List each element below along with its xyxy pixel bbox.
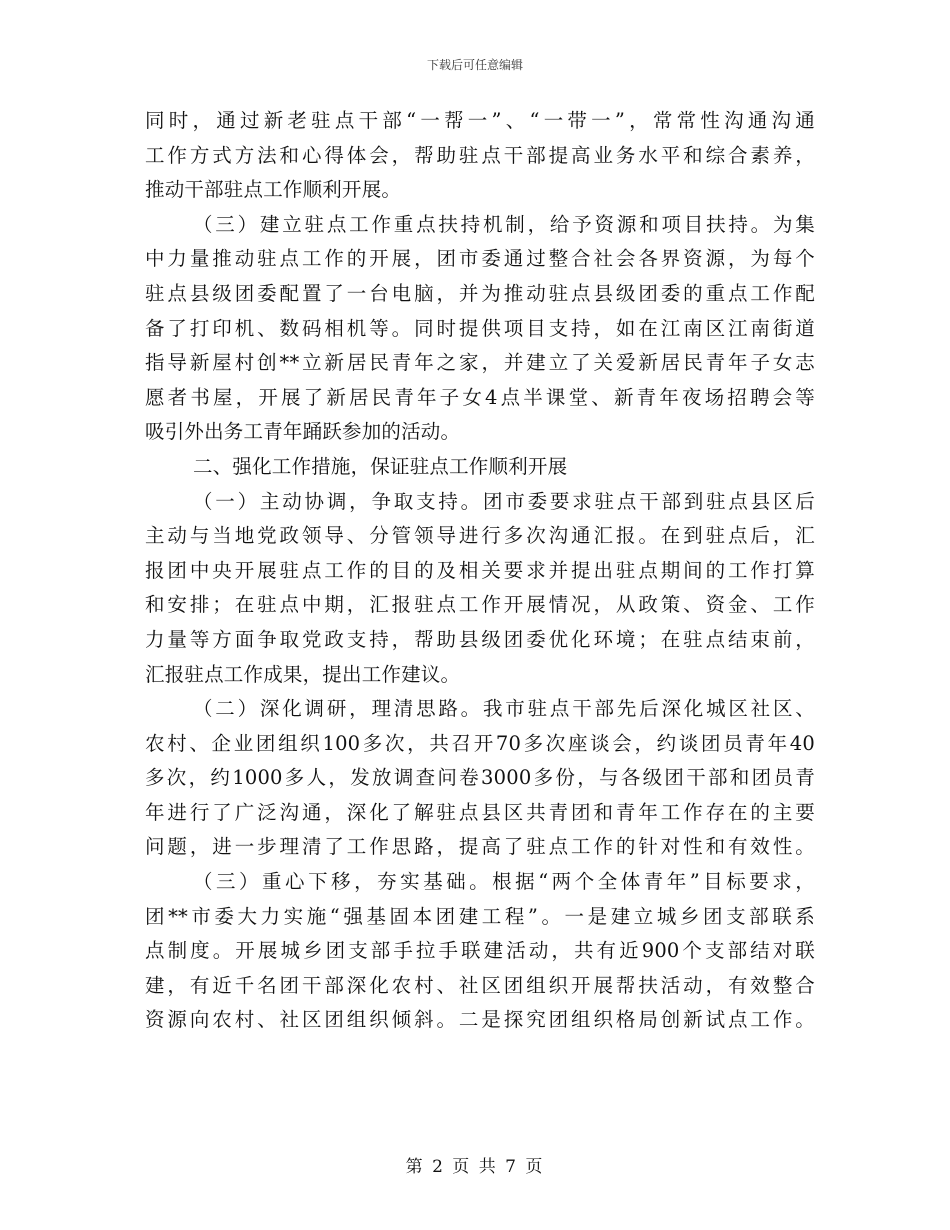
body-line: 汇报驻点工作成果，提出工作建议。 — [145, 662, 461, 686]
body-line: 工作方式方法和心得体会，帮助驻点干部提高业务水平和综合素养， — [145, 143, 815, 167]
body-line: 和安排；在驻点中期，汇报驻点工作开展情况，从政策、资金、工作 — [145, 593, 815, 617]
body-line: 多次，约1000多人，发放调查问卷3000多份，与各级团干部和团员青 — [145, 766, 815, 790]
body-line: 主动与当地党政领导、分管领导进行多次沟通汇报。在到驻点后，汇 — [145, 524, 815, 548]
body-line: 报团中央开展驻点工作的目的及相关要求并提出驻点期间的工作打算 — [145, 558, 815, 582]
document-body — [145, 104, 815, 1038]
body-line: 中力量推动驻点工作的开展，团市委通过整合社会各界资源，为每个 — [145, 247, 815, 271]
body-line: 吸引外出务工青年踊跃参加的活动。 — [145, 420, 461, 444]
body-line: 农村、企业团组织100多次，共召开70多次座谈会，约谈团员青年40 — [145, 731, 815, 755]
body-line: 建，有近千名团干部深化农村、社区团组织开展帮扶活动，有效整合 — [145, 973, 815, 997]
body-line: 点制度。开展城乡团支部手拉手联建活动，共有近900个支部结对联 — [145, 939, 815, 963]
body-line: 年进行了广泛沟通，深化了解驻点县区共青团和青年工作存在的主要 — [145, 800, 815, 824]
body-line: （三）重心下移，夯实基础。根据“两个全体青年”目标要求， — [193, 870, 815, 894]
page-header: 下载后可任意编辑 — [426, 58, 523, 72]
body-line: 备了打印机、数码相机等。同时提供项目支持，如在江南区江南街道 — [145, 316, 815, 340]
body-line: 力量等方面争取党政支持，帮助县级团委优化环境；在驻点结束前， — [145, 627, 815, 651]
body-line: 问题，进一步理清了工作思路，提高了驻点工作的针对性和有效性。 — [145, 835, 815, 859]
body-line: 愿者书屋，开展了新居民青年子女4点半课堂、新青年夜场招聘会等 — [145, 385, 815, 409]
body-line: 推动干部驻点工作顺利开展。 — [145, 178, 402, 202]
body-line: 同时，通过新老驻点干部“一帮一”、“一带一”，常常性沟通沟通 — [145, 109, 815, 132]
body-line: 资源向农村、社区团组织倾斜。二是探究团组织格局创新试点工作。 — [145, 1008, 815, 1032]
body-line: （三）建立驻点工作重点扶持机制，给予资源和项目扶持。为集 — [193, 212, 815, 236]
section-heading: 二、强化工作措施，保证驻点工作顺利开展 — [193, 454, 568, 478]
body-line: （二）深化调研，理清思路。我市驻点干部先后深化城区社区、 — [193, 697, 815, 721]
body-line: 驻点县级团委配置了一台电脑，并为推动驻点县级团委的重点工作配 — [145, 281, 815, 305]
page-number: 第 2 页 共 7 页 — [405, 1157, 545, 1177]
body-line: 团**市委大力实施“强基固本团建工程”。一是建立城乡团支部联系 — [145, 904, 815, 928]
body-line: 指导新屋村创**立新居民青年之家，并建立了关爱新居民青年子女志 — [145, 351, 815, 375]
body-line: （一）主动协调，争取支持。团市委要求驻点干部到驻点县区后 — [193, 489, 815, 513]
